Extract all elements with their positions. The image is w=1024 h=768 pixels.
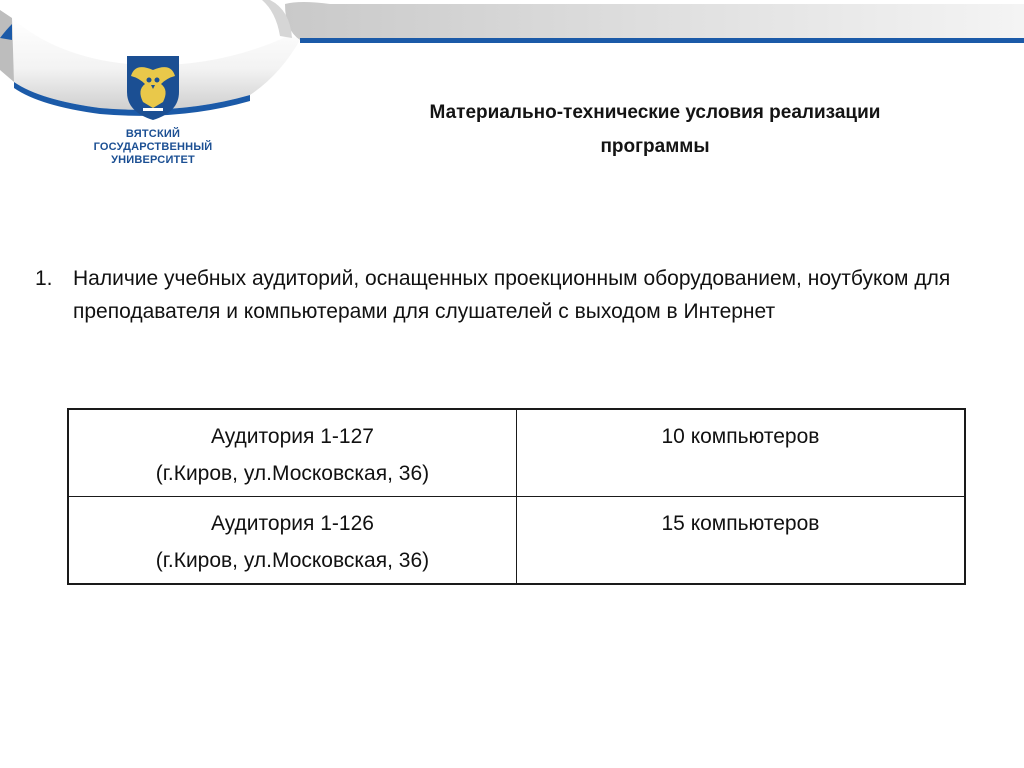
university-name: ВЯТСКИЙ ГОСУДАРСТВЕННЫЙ УНИВЕРСИТЕТ: [93, 128, 213, 166]
room-cell: [68, 409, 516, 497]
rooms-table: [67, 408, 966, 585]
table-row: [68, 409, 965, 497]
computers-cell: 15 компьютеров: [516, 497, 965, 585]
computers-cell: 10 компьютеров: [516, 409, 965, 497]
owl-crest-icon: [123, 52, 183, 122]
room-cell: [68, 497, 516, 585]
room-name: Аудитория 1-126: [210, 512, 374, 535]
university-logo: [88, 52, 218, 167]
slide-title: Материально-технические условия реализации программы: [429, 102, 881, 157]
room-name: Аудитория 1-127: [210, 425, 374, 448]
table-row: [68, 497, 965, 585]
list-item: [35, 262, 995, 328]
item-number: 1.: [35, 267, 53, 290]
room-address: (г.Киров, ул.Московская, 36): [155, 462, 430, 485]
room-address: (г.Киров, ул.Московская, 36): [155, 549, 430, 572]
item-text: Наличие учебных аудиторий, оснащенных проекционным оборудованием, ноутбуком для преподавателя и компьютерами для слушателей с выходом в Интернет: [73, 267, 951, 323]
